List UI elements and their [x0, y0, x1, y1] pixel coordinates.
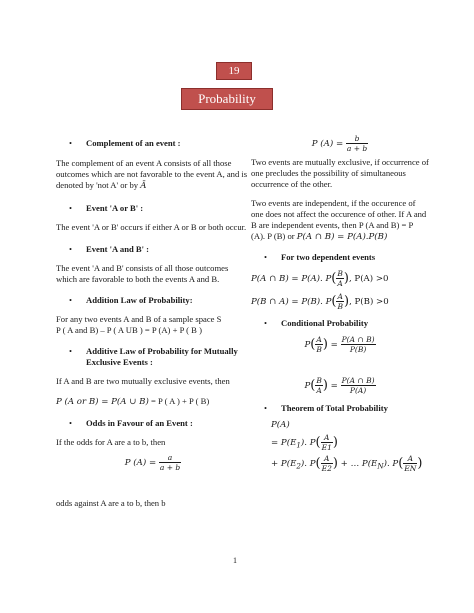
text-a-and-b: The event 'A and B' consists of all those outcomes which are favorable to both the events A and B. [56, 263, 229, 284]
formula-odds-favour: P (A) = $\frac{a}{a + b}$ [124, 453, 181, 472]
heading-a-and-b: • Event 'A and B' : [69, 244, 150, 254]
chapter-number: 19 [216, 62, 252, 80]
heading-a-or-b: • Event 'A or B' : [69, 203, 144, 213]
text-independent-def: Two events are independent, if the occurence of one does not affect the occurence of other. If A and B are independent events, then P (A and B) = P (A). P (B) or P(A ∩ B) = P(A).P(B) [251, 198, 427, 242]
text-a-or-b: The event 'A or B' occurs if either A or B or both occur. [56, 222, 247, 232]
page-number: 1 [233, 556, 237, 565]
heading-total-probability: • Theorem of Total Probability [264, 403, 388, 413]
heading-complement: • Complement of an event : [69, 138, 181, 148]
text-mutually-exclusive: If A and B are two mutually exclusive events, then [56, 376, 230, 386]
formula-total-probability: P(A) = $P(E_1)$. P( $\frac{A}{E1}$ ) + $P(E_2)$. P( $\frac{A}{E2}$ ) + … $P(E_N)$. P( $\frac{A}{EN}$ ) [271, 420, 423, 473]
formula-conditional-2: P( $\frac{B}{A}$ ) = $\frac{P(A \cap B)}{P(A)}$ [304, 376, 375, 395]
right-column [251, 134, 429, 473]
heading-dependent-events: • For two dependent events [264, 252, 376, 262]
formula-dependent-1: P(A ∩ B) = P(A). P( $\frac{B}{A}$ ), P(A) >0 [251, 269, 389, 288]
formula-addition-law: P ( A and B) – P ( A UB ) = P (A) + P ( B ) [56, 325, 202, 335]
heading-addition-law: • Addition Law of Probability: [69, 295, 193, 305]
text-complement: The complement of an event A consists of all those outcomes which are not favorable to the event A, and is denoted by 'not A' or by Ā [56, 158, 248, 191]
formula-dependent-2: P(B ∩ A) = P(B). P( $\frac{A}{B}$ ), P(B) >0 [251, 292, 389, 311]
left-column [56, 138, 250, 509]
formula-mutually-exclusive: P (A or B) = P(A ∪ B) = P ( A ) + P ( B) [56, 396, 210, 407]
formula-conditional-1: P( $\frac{A}{B}$ ) = $\frac{P(A \cap B)}{P(B)}$ [304, 335, 375, 354]
chapter-title: Probability [181, 88, 273, 110]
text-mutually-exclusive-def: Two events are mutually exclusive, if occurrence of one precludes the possibility of simultaneous occurrence of the other. [251, 157, 429, 189]
text-addition-law: For any two events A and B of a sample space S [56, 314, 222, 324]
heading-odds-favour: • Odds in Favour of an Event : [69, 418, 193, 428]
heading-mutually-exclusive: • Additive Law of Probability for Mutually Exclusive Events : [69, 346, 238, 367]
heading-conditional-probability: • Conditional Probability [264, 318, 368, 328]
text-odds-against: odds against A are a to b, then b [56, 498, 166, 508]
formula-odds-against: P (A) = $\frac{b}{a + b}$ [311, 134, 368, 153]
text-odds-favour: If the odds for A are a to b, then [56, 437, 166, 447]
